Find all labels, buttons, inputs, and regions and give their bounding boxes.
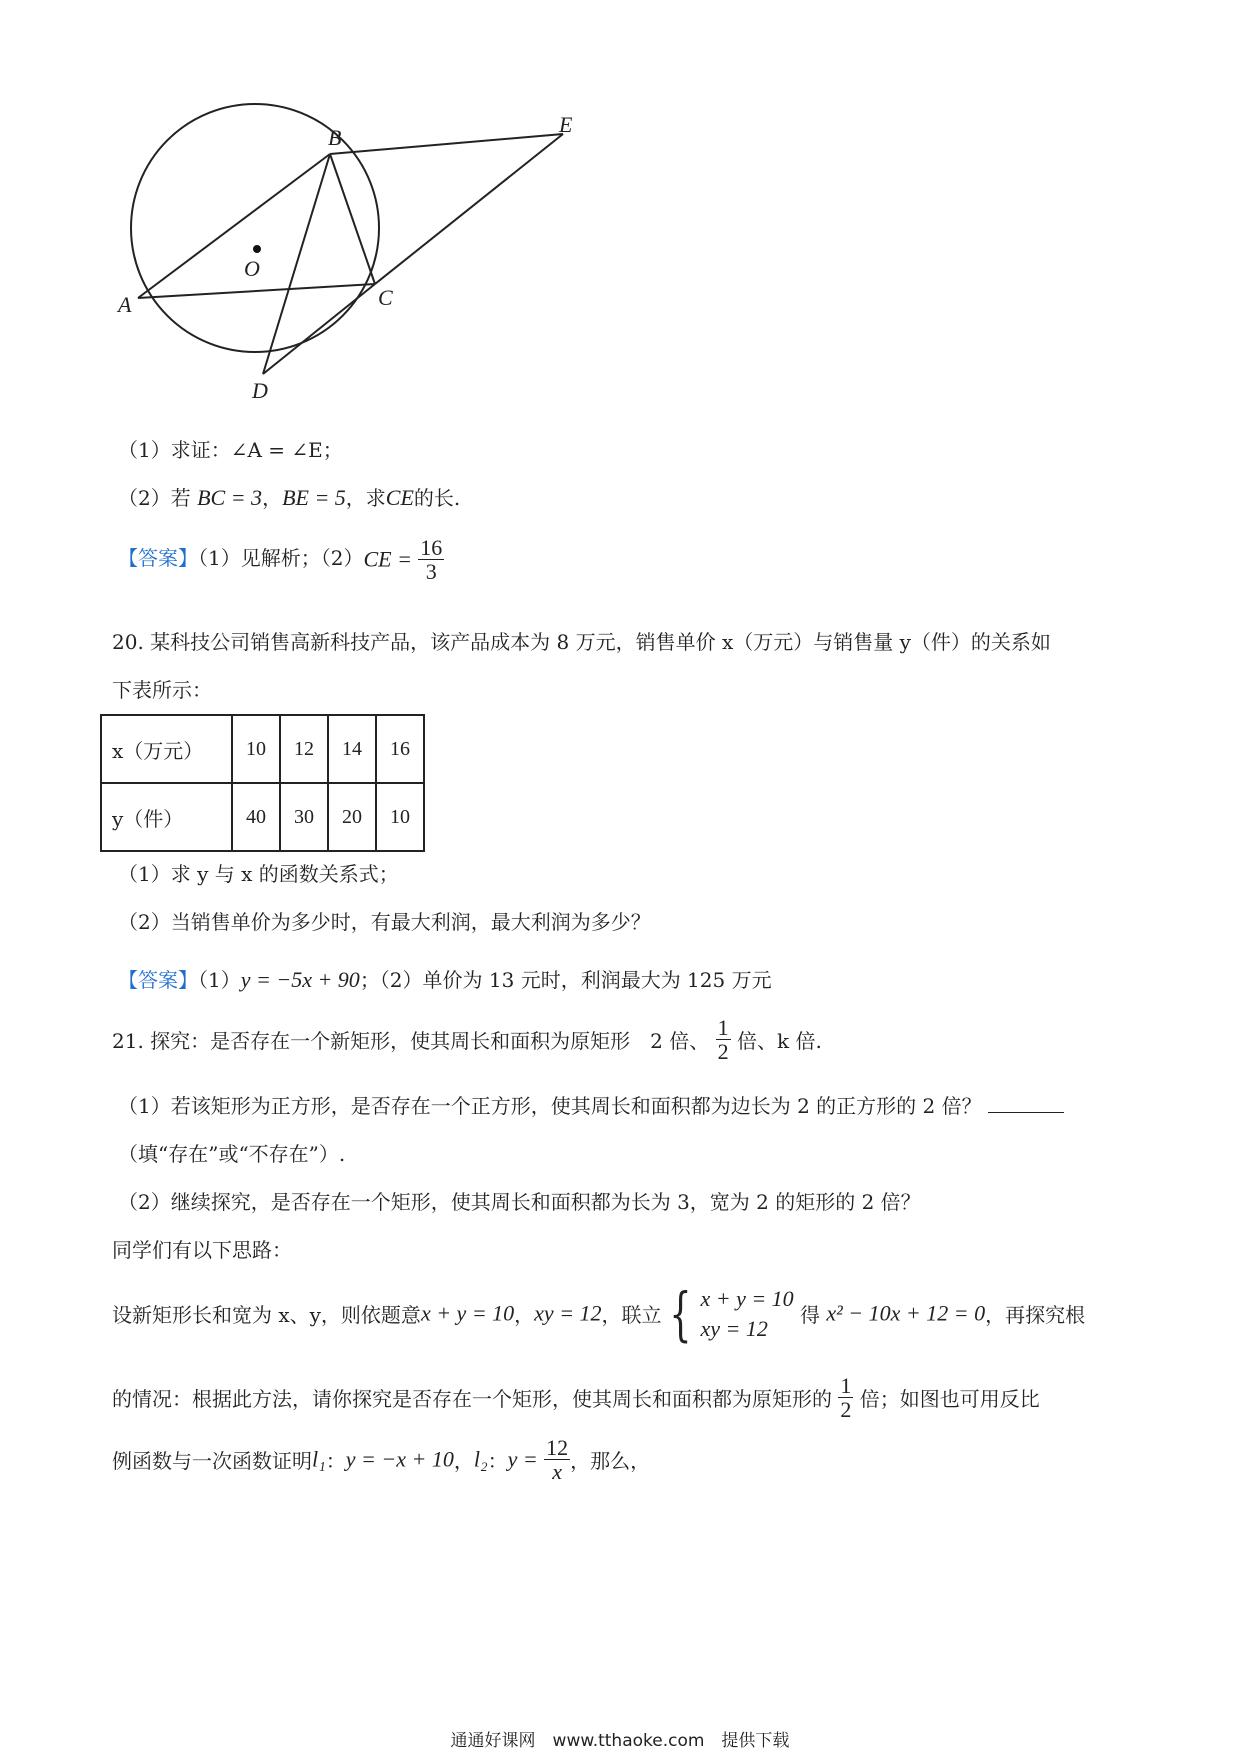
label-c: C bbox=[378, 285, 393, 310]
circle-figure bbox=[100, 100, 620, 410]
q21-line1-b: 倍、k 倍. bbox=[736, 1029, 822, 1054]
segment-bd bbox=[263, 154, 330, 374]
q19-part2-math1: BC = 3 bbox=[197, 485, 263, 510]
segment-be bbox=[330, 134, 563, 154]
answer-blank[interactable] bbox=[988, 1094, 1064, 1113]
q21-line1-fraction bbox=[716, 1016, 731, 1063]
table-header-y: y（件） bbox=[101, 783, 232, 851]
sys-row1: x + y = 10 bbox=[700, 1286, 794, 1311]
table-row-x bbox=[101, 715, 424, 783]
q19-answer-math: CE = bbox=[363, 546, 412, 572]
q21-hint-intro: 同学们有以下思路： bbox=[112, 1238, 292, 1262]
label-o: O bbox=[244, 256, 260, 281]
q21-line-c-colon1: ： bbox=[325, 1449, 346, 1474]
q21-hint-sep: ， bbox=[514, 1303, 535, 1328]
q20-answer-tag: 【答案】 bbox=[118, 968, 198, 992]
segment-ac bbox=[138, 284, 375, 298]
label-b: B bbox=[328, 125, 342, 150]
q20-answer-math: y = −5x + 90 bbox=[240, 967, 360, 992]
q19-answer-den: 3 bbox=[425, 559, 437, 585]
q21-line1 bbox=[112, 1016, 822, 1063]
q21-line-c-l1: l₁ bbox=[312, 1446, 326, 1472]
q20-part2: （2）当销售单价为多少时，有最大利润，最大利润为多少？ bbox=[118, 910, 651, 934]
q21-line-c bbox=[112, 1436, 650, 1483]
left-brace-icon: { bbox=[668, 1279, 692, 1348]
q21-line-c-eq1: y = −x + 10 bbox=[345, 1446, 454, 1472]
q21-line-b-b: 倍；如图也可用反比 bbox=[859, 1387, 1040, 1412]
q20-answer-p2: ；（2）单价为 13 元时，利润最大为 125 万元 bbox=[359, 968, 772, 992]
q19-answer-tag: 【答案】 bbox=[118, 546, 198, 571]
q21-line-c-num: 12 bbox=[546, 1435, 569, 1460]
table-cell: 12 bbox=[280, 715, 328, 783]
label-e: E bbox=[559, 112, 573, 137]
q19-part2 bbox=[118, 482, 460, 511]
segment-dc bbox=[263, 284, 375, 374]
q19-part2-prefix: （2）若 bbox=[118, 486, 198, 510]
q21-line-c-den: x bbox=[552, 1459, 562, 1485]
circle-o bbox=[131, 104, 379, 352]
page-footer: 通通好课网 www.tthaoke.com 提供下载 bbox=[450, 1731, 790, 1751]
q21-line1-den: 2 bbox=[717, 1039, 729, 1065]
q21-line1-num: 1 bbox=[717, 1015, 729, 1040]
q21-line1-a: 21. 探究：是否存在一个新矩形，使其周长和面积为原矩形 2 倍、 bbox=[112, 1029, 710, 1054]
q21-line-b-num: 1 bbox=[840, 1373, 852, 1398]
q21-hint-c: 得 bbox=[800, 1303, 821, 1328]
table-cell: 10 bbox=[376, 783, 424, 851]
center-dot bbox=[253, 245, 261, 253]
q21-line-c-l2: l₂ bbox=[473, 1446, 488, 1472]
q19-part2-math3: CE bbox=[385, 485, 414, 510]
segment-bc bbox=[330, 154, 375, 284]
q21-hint-line bbox=[112, 1279, 1086, 1348]
price-sales-table bbox=[100, 714, 425, 852]
q19-answer bbox=[118, 536, 444, 583]
q19-part2-math2: BE = 5 bbox=[282, 485, 346, 510]
table-cell: 14 bbox=[328, 715, 376, 783]
q21-line-b-fraction bbox=[838, 1374, 853, 1421]
q19-part1: （1）求证：∠A = ∠E； bbox=[118, 438, 343, 462]
q21-line-c-fraction bbox=[544, 1436, 570, 1483]
table-cell: 30 bbox=[280, 783, 328, 851]
q20-answer-p1: （1） bbox=[198, 968, 241, 992]
q21-line-b-a: 的情况：根据此方法，请你探究是否存在一个矩形，使其周长和面积都为原矩形的 bbox=[112, 1387, 832, 1412]
q20-part1: （1）求 y 与 x 的函数关系式； bbox=[118, 862, 399, 886]
q21-line-b-den: 2 bbox=[840, 1397, 852, 1423]
q21-line-c-colon2: ： bbox=[487, 1449, 508, 1474]
segment-ab bbox=[138, 154, 330, 298]
label-d: D bbox=[252, 378, 268, 403]
q21-part1-text: （1）若该矩形为正方形，是否存在一个正方形，使其周长和面积都为边长为 2 的正方形的 2 倍？ bbox=[118, 1094, 982, 1118]
q21-line-b bbox=[112, 1374, 1040, 1421]
q21-hint-a: 设新矩形长和宽为 x、y，则依题意 bbox=[112, 1303, 421, 1328]
table-row-y bbox=[101, 783, 424, 851]
table-header-x: x（万元） bbox=[101, 715, 232, 783]
q21-hint-eq1: x + y = 10 bbox=[420, 1300, 515, 1326]
q19-part2-sep: ， bbox=[262, 486, 283, 510]
q21-part1-line1 bbox=[118, 1090, 1064, 1119]
q21-line-c-a: 例函数与一次函数证明 bbox=[112, 1449, 312, 1474]
q19-answer-fraction bbox=[418, 536, 444, 583]
q19-part2-mid: ，求 bbox=[345, 486, 386, 510]
q21-part1-line2: （填“存在”或“不存在”）. bbox=[118, 1142, 346, 1166]
q20-answer bbox=[118, 964, 772, 993]
q21-hint-eq2: xy = 12 bbox=[534, 1300, 602, 1326]
segment-ce bbox=[375, 134, 563, 284]
equation-system bbox=[700, 1284, 793, 1343]
table-cell: 16 bbox=[376, 715, 424, 783]
sys-row2: xy = 12 bbox=[700, 1315, 768, 1341]
q20-line1: 20. 某科技公司销售高新科技产品，该产品成本为 8 万元，销售单价 x（万元）与销售量 y（件）的关系如 bbox=[112, 630, 1051, 654]
q20-line2: 下表所示： bbox=[112, 678, 212, 702]
q21-line-c-eq2: y = bbox=[507, 1446, 538, 1472]
q19-part2-suffix: 的长. bbox=[413, 486, 461, 510]
label-a: A bbox=[118, 292, 132, 317]
table-cell: 10 bbox=[232, 715, 280, 783]
q21-line-c-sep: ， bbox=[453, 1449, 474, 1474]
q21-hint-d: ，再探究根 bbox=[985, 1303, 1086, 1328]
q21-part2: （2）继续探究，是否存在一个矩形，使其周长和面积都为长为 3，宽为 2 的矩形的 2 倍？ bbox=[118, 1190, 921, 1214]
q21-line-c-end: ，那么， bbox=[570, 1449, 651, 1474]
table-cell: 20 bbox=[328, 783, 376, 851]
q21-hint-eq3: x² − 10x + 12 = 0 bbox=[826, 1300, 986, 1326]
table-cell: 40 bbox=[232, 783, 280, 851]
q19-answer-text: （1）见解析；（2） bbox=[198, 546, 364, 571]
q19-answer-num: 16 bbox=[420, 535, 443, 560]
q21-hint-b: ，联立 bbox=[601, 1303, 662, 1328]
